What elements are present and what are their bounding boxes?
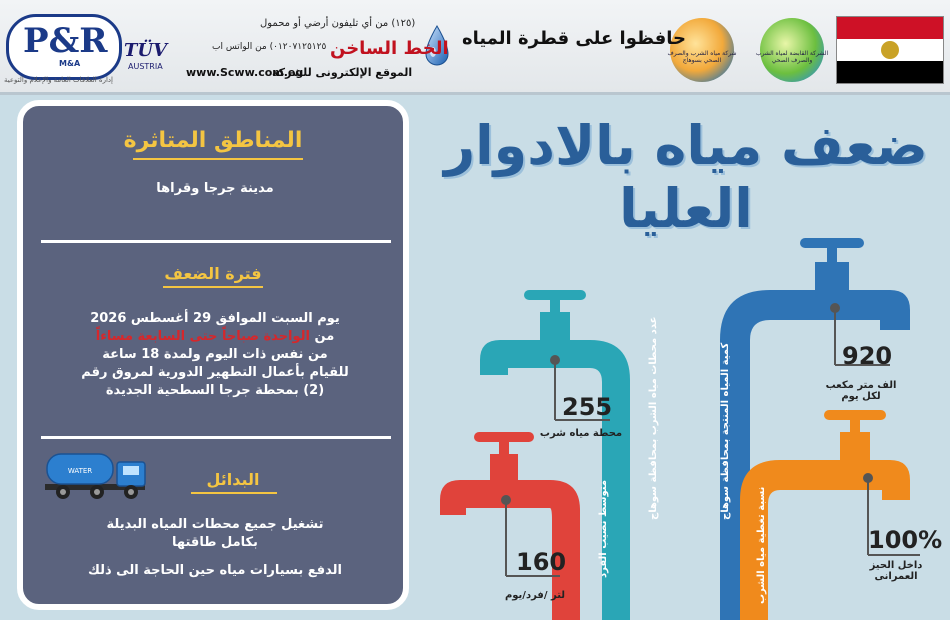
pr-logo-sub: M&A	[59, 59, 81, 68]
period-title: فترة الضعف	[164, 264, 262, 283]
pipe-label-stations: عدد محطات مياه الشرب بمحافظة سوهاج	[648, 316, 659, 520]
sohag-company-caption: شركة مياه الشرب والصرف الصحي بسوهاج	[667, 50, 737, 64]
alternatives-line-2: بكامل طاقتها	[172, 535, 258, 550]
stat-per-capita-value: 160	[516, 548, 567, 576]
truck-label: WATER	[67, 467, 93, 475]
stat-per-capita-unit: لتر /فرد/يوم	[504, 590, 566, 601]
pipe-label-production: كمية المياه المنتجة بمحافظة سوهاج	[720, 342, 731, 520]
hotline-label: الخط الساخن	[330, 38, 449, 59]
period-line-3: من نفس ذات اليوم ولمدة 18 ساعة	[102, 347, 328, 362]
title-underline	[163, 286, 263, 288]
period-line-1: يوم السبت الموافق 29 أغسطس 2026	[90, 311, 340, 326]
stat-stations-unit: محطة مياه شرب	[539, 428, 623, 439]
period-time-range: الواحدة صباحاً حتى السابعة مساءاً	[95, 329, 310, 344]
period-line-2	[35, 328, 395, 346]
title-underline	[191, 492, 277, 494]
divider	[41, 240, 391, 243]
website-label: الموقع الإلكترونى للشركة	[272, 66, 413, 79]
pipe-label-coverage: نسبة تغطية مياه الشرب	[756, 486, 767, 604]
period-line-5: (2) بمحطة جرجا السطحية الجديدة	[105, 383, 325, 398]
stat-coverage-unit: داخل الحيز العمرانى	[869, 560, 923, 582]
main-title: ضعف مياه بالادوار العليا	[444, 114, 928, 240]
details-panel	[17, 100, 409, 610]
alternatives-title: البدائل	[206, 470, 260, 489]
stat-water-production-value: 920	[842, 342, 893, 370]
hotline-whatsapp: ٠١٢٠٧١٢٥١٢٥) من الواتس اب	[212, 42, 327, 52]
stat-water-production-unit: الف متر مكعب لكل يوم	[825, 380, 897, 402]
hotline-landline: (١٢٥) من أي تليفون أرضي أو محمول	[260, 18, 416, 29]
slogan: حافظوا على قطرة المياه	[462, 28, 687, 49]
pr-logo-text: P&R	[23, 21, 108, 61]
divider	[41, 436, 391, 439]
title-underline	[133, 158, 303, 160]
pr-logo	[6, 14, 122, 80]
faucets-illustration	[420, 200, 950, 620]
affected-areas-title: المناطق المتاثرة	[123, 128, 303, 153]
period-line-4: للقيام بأعمال التطهير الدورية لمروق رقم	[81, 365, 349, 380]
tuv-logo-sub: AUSTRIA	[128, 62, 163, 71]
egypt-flag-icon	[836, 16, 944, 84]
affected-areas-text: مدينة جرجا وقراها	[156, 181, 274, 196]
stat-stations-value: 255	[562, 393, 613, 421]
pr-caption: إدارة العلاقات العامة والإعلام والتوعية	[4, 76, 113, 84]
pipe-label-per-capita: متوسط نصيب الفرد	[598, 479, 609, 578]
tuv-logo: TÜV	[124, 40, 168, 61]
stat-coverage-value: 100%	[868, 526, 943, 554]
alternatives-line-1: تشغيل جميع محطات المياه البديلة	[106, 517, 324, 532]
alternatives-line-3: الدفع بسيارات مياه حين الحاجة الى ذلك	[88, 563, 342, 578]
website-link[interactable]: www.Scww.com.eg	[186, 66, 304, 79]
period-line-2-pre: من	[309, 329, 335, 344]
holding-company-caption: الشركة القابضة لمياه الشرب والصرف الصحي	[755, 50, 829, 64]
header-banner	[0, 0, 950, 95]
